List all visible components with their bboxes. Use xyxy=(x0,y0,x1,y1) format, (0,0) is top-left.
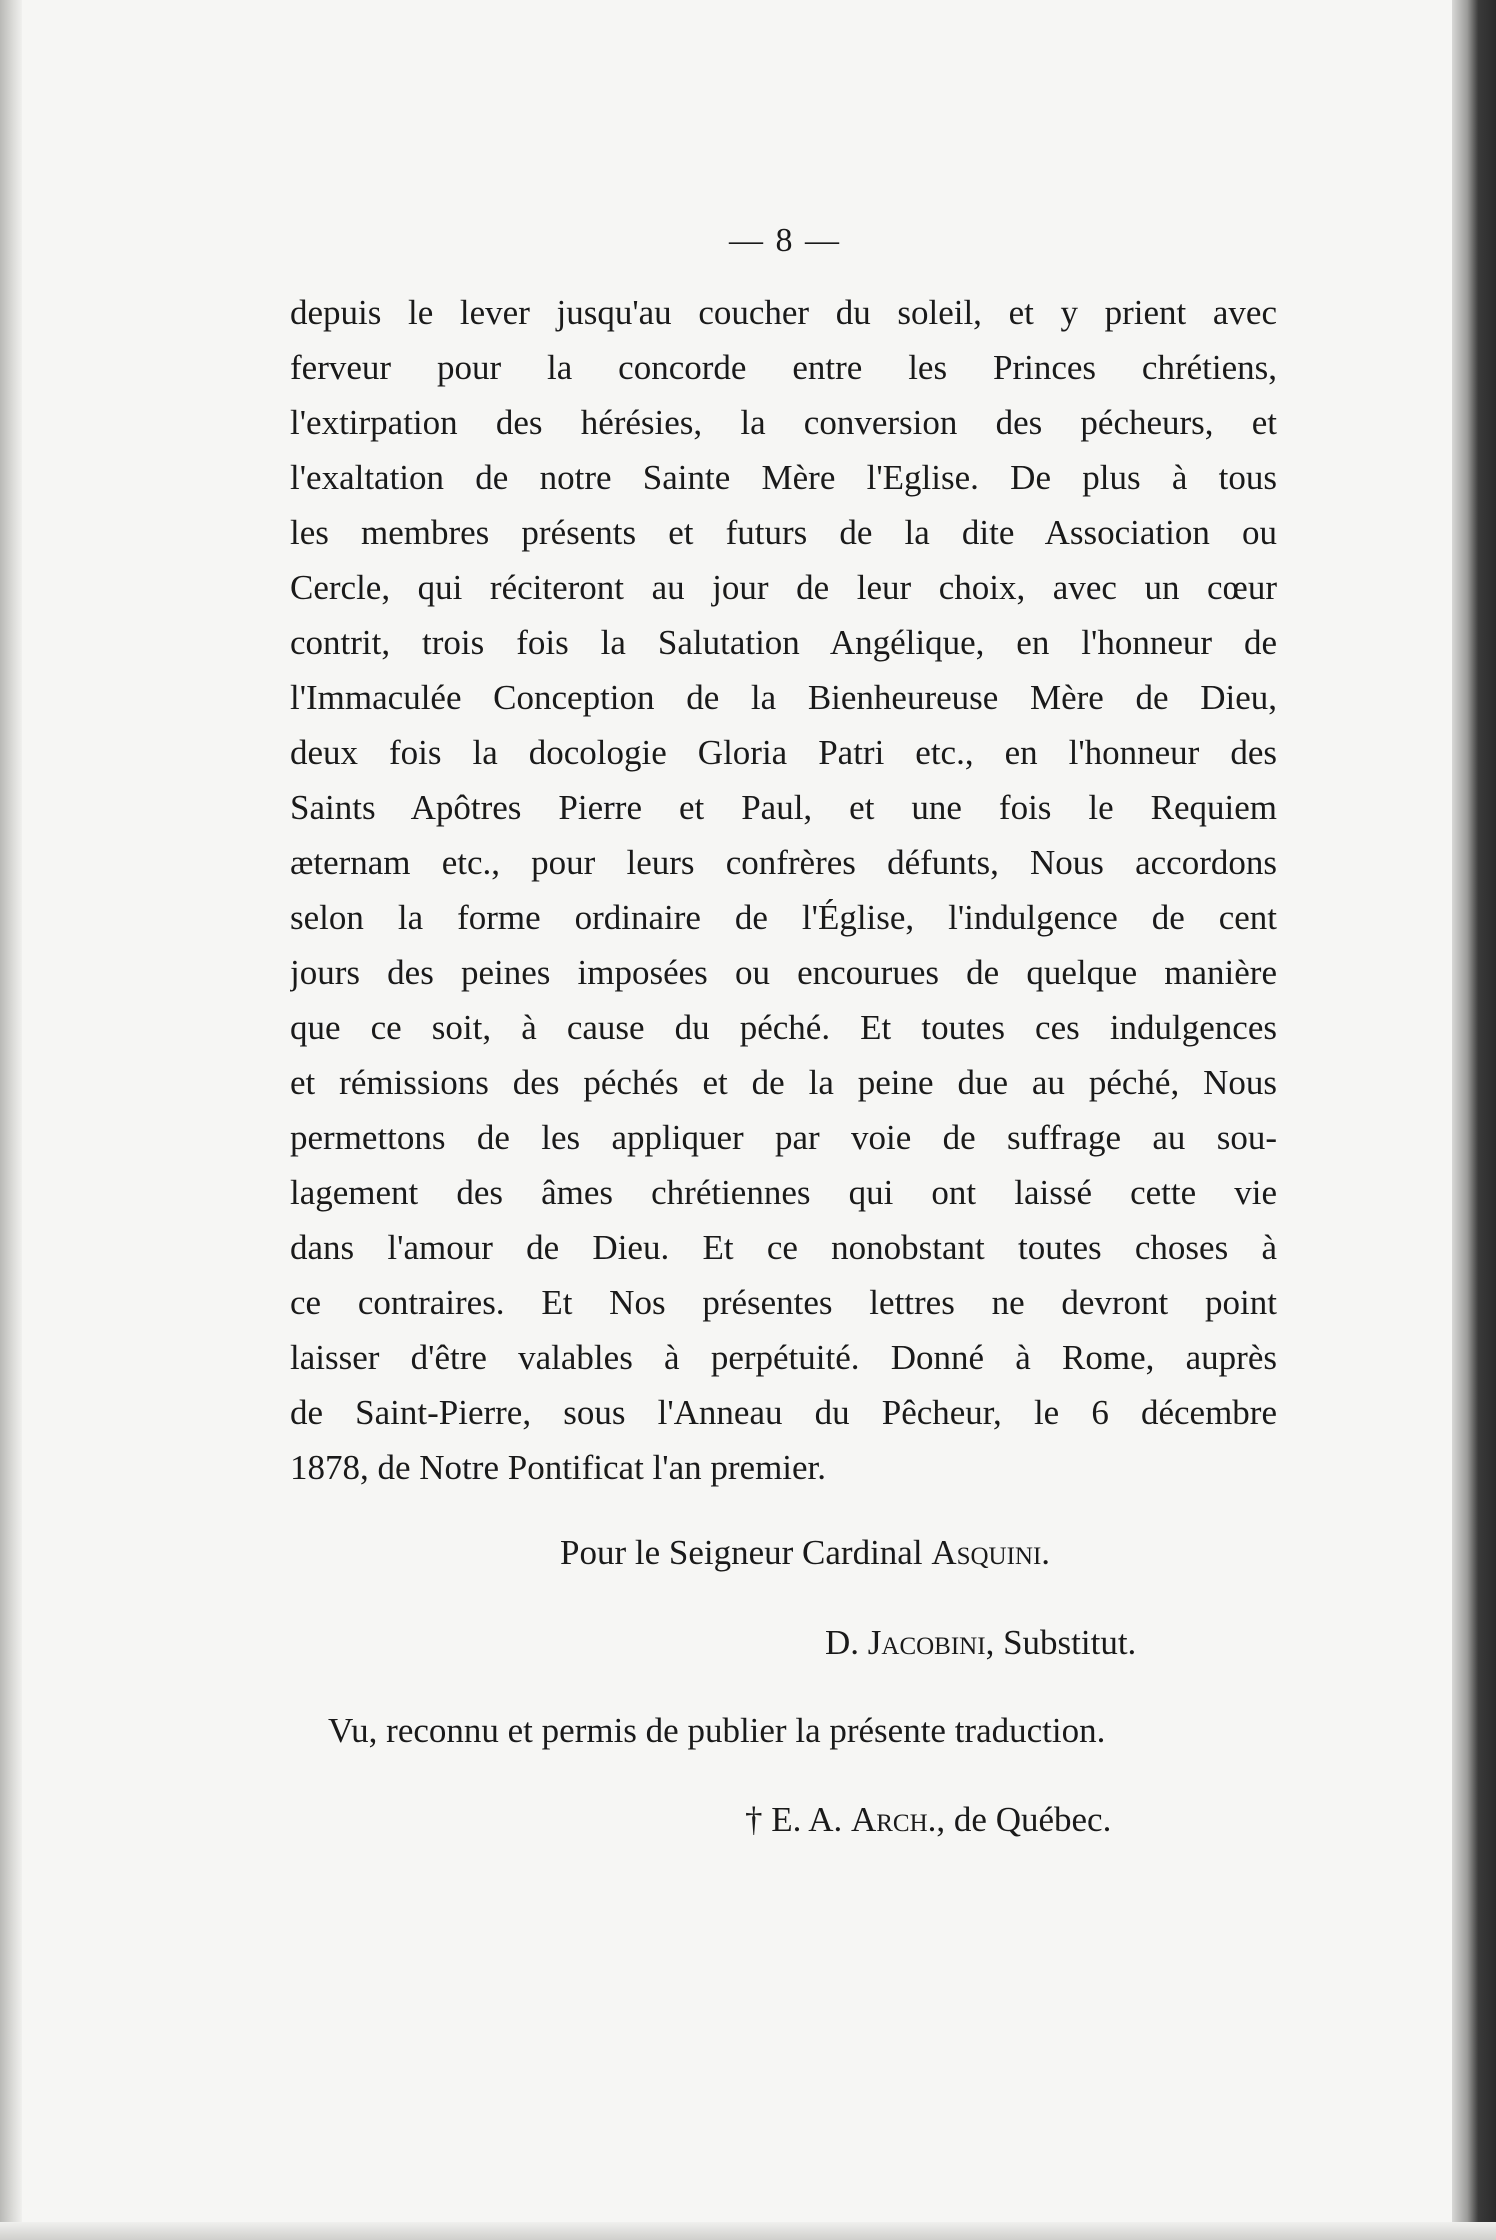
signature-cardinal-prefix: Pour le Seigneur Cardinal xyxy=(560,1533,932,1572)
text-line-6: Cercle, qui réciteront au jour de leur choix, avec un cœur xyxy=(290,568,1277,607)
bottom-page-edge xyxy=(0,2222,1496,2240)
text-line-15: et rémissions des péchés et de la peine due au péché, Nous xyxy=(290,1063,1277,1102)
text-line-8: l'Immaculée Conception de la Bienheureuse Mère de Dieu, xyxy=(290,678,1277,717)
body-text xyxy=(290,285,1277,1495)
signature-archbishop-suffix: , de Québec. xyxy=(936,1800,1112,1839)
text-line-3: l'extirpation des hérésies, la conversion des pécheurs, et xyxy=(290,403,1277,442)
text-line-21: de Saint-Pierre, sous l'Anneau du Pêcheur, le 6 décembre xyxy=(290,1393,1277,1432)
signature-substitut xyxy=(825,1615,1136,1670)
text-line-9: deux fois la docologie Gloria Patri etc., en l'honneur des xyxy=(290,733,1277,772)
text-line-1: depuis le lever jusqu'au coucher du soleil, et y prient avec xyxy=(290,293,1277,332)
text-line-19: ce contraires. Et Nos présentes lettres ne devront point xyxy=(290,1283,1277,1322)
text-line-17: lagement des âmes chrétiennes qui ont laissé cette vie xyxy=(290,1173,1277,1212)
signature-archbishop-prefix: † E. A. xyxy=(745,1800,851,1839)
binding-right-edge xyxy=(1452,0,1496,2240)
page-number: — 8 — xyxy=(729,222,841,259)
signature-cardinal-name: Asquini. xyxy=(931,1533,1051,1572)
text-line-4: l'exaltation de notre Sainte Mère l'Eglise. De plus à tous xyxy=(290,458,1277,497)
text-line-14: que ce soit, à cause du péché. Et toutes ces indulgences xyxy=(290,1008,1277,1047)
approval-statement: Vu, reconnu et permis de publier la présente traduction. xyxy=(328,1711,1106,1750)
text-line-20: laisser d'être valables à perpétuité. Donné à Rome, auprès xyxy=(290,1338,1277,1377)
signature-archbishop-name: Arch. xyxy=(850,1800,937,1839)
text-line-16: permettons de les appliquer par voie de suffrage au sou- xyxy=(290,1118,1277,1157)
text-line-22: 1878, de Notre Pontificat l'an premier. xyxy=(290,1448,827,1487)
text-line-12: selon la forme ordinaire de l'Église, l'indulgence de cent xyxy=(290,898,1277,937)
signature-substitut-initial: D. xyxy=(825,1623,868,1662)
signature-substitut-name: Jacobini xyxy=(867,1623,986,1662)
signature-substitut-suffix: , Substitut. xyxy=(985,1623,1137,1662)
text-line-11: æternam etc., pour leurs confrères défunts, Nous accordons xyxy=(290,843,1277,882)
text-line-10: Saints Apôtres Pierre et Paul, et une fois le Requiem xyxy=(290,788,1277,827)
text-line-13: jours des peines imposées ou encourues de quelque manière xyxy=(290,953,1277,992)
text-line-2: ferveur pour la concorde entre les Princes chrétiens, xyxy=(290,348,1277,387)
binding-left-edge xyxy=(0,0,22,2240)
text-line-7: contrit, trois fois la Salutation Angélique, en l'honneur de xyxy=(290,623,1277,662)
signature-cardinal xyxy=(560,1525,1050,1580)
text-line-5: les membres présents et futurs de la dite Association ou xyxy=(290,513,1277,552)
signature-archbishop xyxy=(745,1792,1111,1847)
text-line-18: dans l'amour de Dieu. Et ce nonobstant toutes choses à xyxy=(290,1228,1277,1267)
